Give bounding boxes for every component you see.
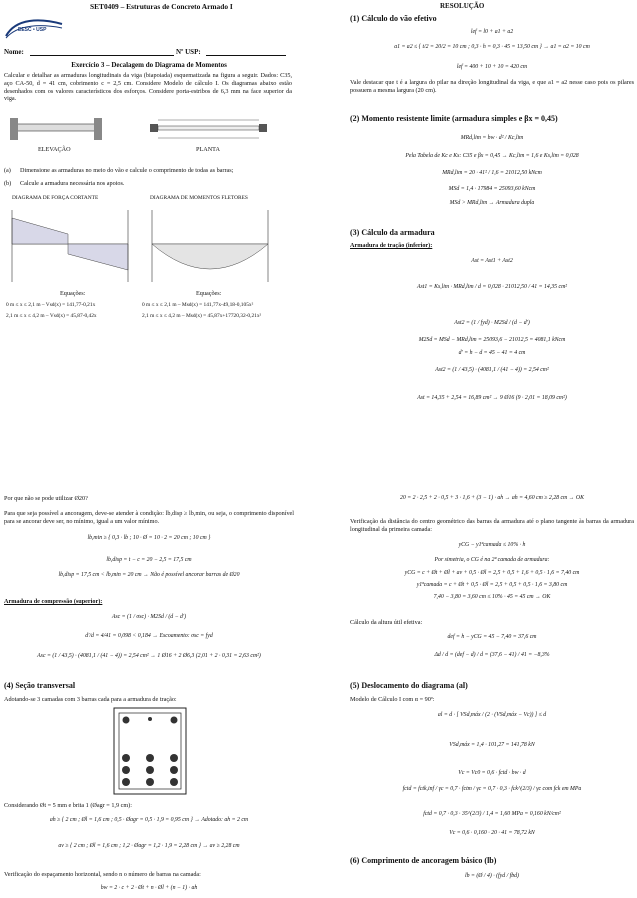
item-a-text: Dimensione as armaduras no meio do vão e calcule o comprimento de todas as barras;	[20, 167, 234, 174]
header-title: SET0409 – Estruturas de Concreto Armado I	[90, 2, 233, 11]
item-b-text: Calcule a armadura necessária nos apoios.	[20, 180, 125, 187]
s2-eq4: MSd = 1,4 · 17984 = 25093,60 kNcm	[448, 186, 536, 192]
s5-al: al = d · [ VSd,máx / (2 · (VSd,máx − Vc)) ] ≤ d	[437, 712, 547, 718]
section-2-title: (2) Momento resistente limite (armadura simples e βx = 0,45)	[350, 114, 558, 123]
def-equation: def = h − yCG = 45 − 7,40 = 37,6 cm	[447, 634, 537, 640]
section-5-title: (5) Deslocamento do diagrama (al)	[350, 681, 468, 690]
cross-section-drawing	[110, 706, 190, 796]
section-6-title: (6) Comprimento de ancoragem básico (lb)	[350, 856, 497, 865]
cg-verif-text: Verificação da distância do centro geométrico das barras da armadura até o plano tangente às barras da armadura longitudinal da primeira camada:	[350, 518, 634, 533]
ycg-diff: 7,40 − 3,80 = 3,60 cm ≤ 10% · 45 = 45 cm → OK	[433, 594, 551, 600]
s3-eq2: Ast1 = Ks,lim · MRd,lim / d = 0,028 · 21012,50 / 41 = 14,35 cm²	[416, 284, 568, 290]
s5-vsd: VSd,máx = 1,4 · 101,27 = 141,78 kN	[449, 742, 535, 748]
s2-eq1: MRd,lim = bw · d² / Kc,lim	[460, 135, 524, 141]
s4-av: av ≥ { 2 cm ; Øl = 1,6 cm ; 1,2 · Øagr = 1,2 · 1,9 = 2,28 cm } → av ≥ 2,28 cm	[58, 843, 240, 849]
s3-eq7: Ast = 14,35 + 2,54 = 16,89 cm² → 9 Ø16 (9 · 2,01 = 18,09 cm²)	[417, 395, 567, 401]
s3-eq5: d′ = h − d = 45 − 41 = 4 cm	[458, 350, 526, 356]
altura-util-text: Cálculo da altura útil efetiva:	[350, 619, 423, 626]
s5-fctd2: fctd = 0,7 · 0,3 · 35^(2/3) / 1,4 = 1,60 MPa = 0,160 kN/cm²	[423, 811, 561, 817]
s3-eq3: Ast2 = (1 / fyd) · M2Sd / (d − d′)	[454, 320, 530, 326]
section-4-title: (4) Seção transversal	[4, 681, 76, 690]
nusp-label: Nº USP:	[176, 48, 201, 56]
s5-fctd: fctd = fctk,inf / γc = 0,7 · fctm / γc = 0,7 · 0,3 · fck^(2/3) / γc com fck em MPa	[402, 786, 582, 792]
elevation-drawing	[6, 114, 106, 144]
elevation-label: ELEVAÇÃO	[38, 146, 71, 153]
item-b-mark: (b)	[4, 180, 12, 187]
s3-eq1: Ast = Ast1 + Ast2	[471, 258, 513, 264]
shear-diagram-title: DIAGRAMA DE FORÇA CORTANTE	[12, 195, 99, 201]
comp-eq3: Asc = (1 / 43,5) · (4081,1 / (41 − 4)) = 2,54 cm² → 1 Ø16 + 2 Ø6,3 (2,01 + 2 · 0,31 = 2,63 cm²)	[37, 653, 261, 659]
ycg-value: yCG = c + Øt + Øl + av + 0,5 · Øl = 2,5 + 0,5 + 1,6 + 0,5 · 1,6 = 7,40 cm	[404, 570, 580, 576]
s4-text: Adotando-se 3 camadas com 3 barras cada para a armadura de tração:	[4, 696, 177, 703]
moment-diagram-title: DIAGRAMA DE MOMENTOS FLETORES	[150, 195, 248, 201]
comp-eq1: Asc = (1 / σsc) · M2Sd / (d − d′)	[111, 614, 187, 620]
s5-model: Modelo de Cálculo I com α = 90º:	[350, 696, 435, 703]
item-a-mark: (a)	[4, 167, 11, 174]
s3-eq4: M2Sd = MSd − MRd,lim = 25093,6 − 21012,5 = 4081,1 kNcm	[418, 337, 566, 343]
s2-eq5: MSd > MRd,lim → Armadura dupla	[449, 200, 535, 206]
s1-eq2: a1 = a2 ≤ { t/2 = 20/2 = 10 cm ; 0,3 · h = 0,3 · 45 = 13,50 cm } → a1 = a2 = 10 cm	[394, 44, 590, 50]
s3-eq6: Ast2 = (1 / 43,5) · (4081,1 / (41 − 4)) = 2,54 cm²	[435, 367, 549, 373]
y1-value: y1ªcamada = c + Øt + 0,5 · Øl = 2,5 + 0,5 + 0,5 · 1,6 = 3,80 cm	[416, 582, 568, 588]
s5-vc2: Vc = 0,6 · 0,160 · 20 · 41 = 78,72 kN	[449, 830, 535, 836]
exercise-title: Exercício 3 – Decalagem do Diagrama de Momentos	[71, 61, 227, 69]
s3-subtitle: Armadura de tração (inferior):	[350, 242, 433, 249]
s4-bw: bw = 2 · c + 2 · Øt + n · Øl + (n − 1) · ah	[100, 885, 198, 891]
lbdisp-comparison: lb,disp = 17,5 cm < lb,min = 20 cm → Não é possível ancorar barras de Ø20	[58, 572, 240, 578]
moment-equation-1: 0 m ≤ x ≤ 2,1 m – Msd(x) = 141,77x-49,18-0,105x²	[142, 302, 254, 308]
compression-title: Armadura de compressão (superior):	[4, 598, 103, 605]
s4-consider: Considerando Øt = 5 mm e brita 1 (Øagr = 1,9 cm):	[4, 802, 132, 809]
exercise-intro: Calcular e detalhar as armaduras longitudinais da viga (biapoiada) esquematizada na figura a seguir. Dados: C35, aço CA-50, d = 41 cm, cobrimento c = 2,5 cm. Considere Modelo de cálculo I. Os diagramas abaixo estão desenhados com os valores característicos dos esforços. Considere porta-estribos de 6,3 mm na face superior da viga.	[4, 72, 292, 103]
comp-eq2: d′/d = 4/41 = 0,098 < 0,184 → Escoamento: σsc = fyd	[85, 633, 213, 639]
s4-verif: Verificação do espaçamento horizontal, sendo n o número de barras na camada:	[4, 871, 201, 878]
resolucao-title: RESOLUÇÃO	[440, 2, 485, 10]
moment-diagram	[148, 204, 274, 286]
nome-field[interactable]	[30, 55, 174, 56]
delta-d-equation: Δd / d = (def − d) / d = (37,6 − 41) / 41 = −8,3%	[434, 652, 550, 658]
shear-equation-1: 0 m ≤ x ≤ 2,1 m – Vsd(x) = 141,77-0,21x	[6, 302, 96, 308]
s4-ah: ah ≥ { 2 cm ; Øl = 1,6 cm ; 0,5 · Øagr = 0,5 · 1,9 = 0,95 cm } → Adotado: ah = 2 cm	[49, 817, 249, 823]
why-not-20-question: Por que não se pode utilizar Ø20?	[4, 495, 88, 502]
ycg-condition: yCG − y1ªcamada ≤ 10% · h	[458, 542, 526, 548]
shear-equation-2: 2,1 m ≤ x ≤ 4,2 m – Vsd(x) = 45,87-0,42x	[6, 313, 97, 319]
nome-label: Nome:	[4, 48, 24, 56]
anchorage-paragraph: Para que seja possível a ancoragem, deve-se atender à condição: lb,disp ≥ lb,min, ou seja, o comprimento disponível para se ancorar deve ser, no mínimo, igual a um valor mínimo.	[4, 510, 294, 525]
section-3-title: (3) Cálculo da armadura	[350, 228, 435, 237]
s5-vc: Vc = Vc0 = 0,6 · fctd · bw · d	[458, 770, 526, 776]
ah-check: 20 = 2 · 2,5 + 2 · 0,5 + 3 · 1,6 + (3 − 1) · ah → ah = 4,60 cm ≥ 2,28 cm → OK	[400, 495, 584, 501]
lbmin-equation: lb,min ≥ { 0,3 · lb ; 10 · Ø = 10 · 2 = 20 cm ; 10 cm }	[87, 535, 211, 541]
cross-section-svg	[110, 706, 190, 796]
symmetry-note: Por simetria, o CG é na 2ª camada de armadura:	[434, 557, 550, 563]
plan-drawing	[146, 114, 271, 144]
s1-eq3: lef = 400 + 10 + 10 = 420 cm	[456, 64, 528, 70]
nusp-field[interactable]	[206, 55, 286, 56]
plan-label: PLANTA	[196, 146, 220, 153]
s6-equation: lb = (Ø / 4) · (fyd / fbd)	[465, 873, 519, 879]
logo-text: EESC • USP	[18, 27, 47, 33]
university-logo	[4, 14, 64, 40]
s2-eq2: Pela Tabela de Kc e Ks: C35 e βx = 0,45 → Kc,lim = 1,6 e Ks,lim = 0,028	[405, 153, 579, 159]
s2-eq3: MRd,lim = 20 · 41² / 1,6 = 21012,50 kNcm	[442, 170, 542, 176]
shear-equations-label: Equações:	[60, 290, 86, 297]
s1-eq1: lef = l0 + a1 + a2	[470, 29, 514, 35]
lbdisp-equation: lb,disp = t − c = 20 − 2,5 = 17,5 cm	[106, 557, 192, 563]
shear-diagram	[8, 204, 134, 286]
moment-equation-2: 2,1 m ≤ x ≤ 4,2 m – Msd(x) = 45,87x+17720,32-0,21x²	[142, 313, 262, 319]
moment-equations-label: Equações:	[196, 290, 222, 297]
section-1-title: (1) Cálculo do vão efetivo	[350, 14, 437, 23]
s1-note: Vale destacar que t é a largura do pilar na direção longitudinal da viga, e que a1 = a2 nesse caso pois os pilares possuem a mesma largura (20 cm).	[350, 79, 634, 94]
